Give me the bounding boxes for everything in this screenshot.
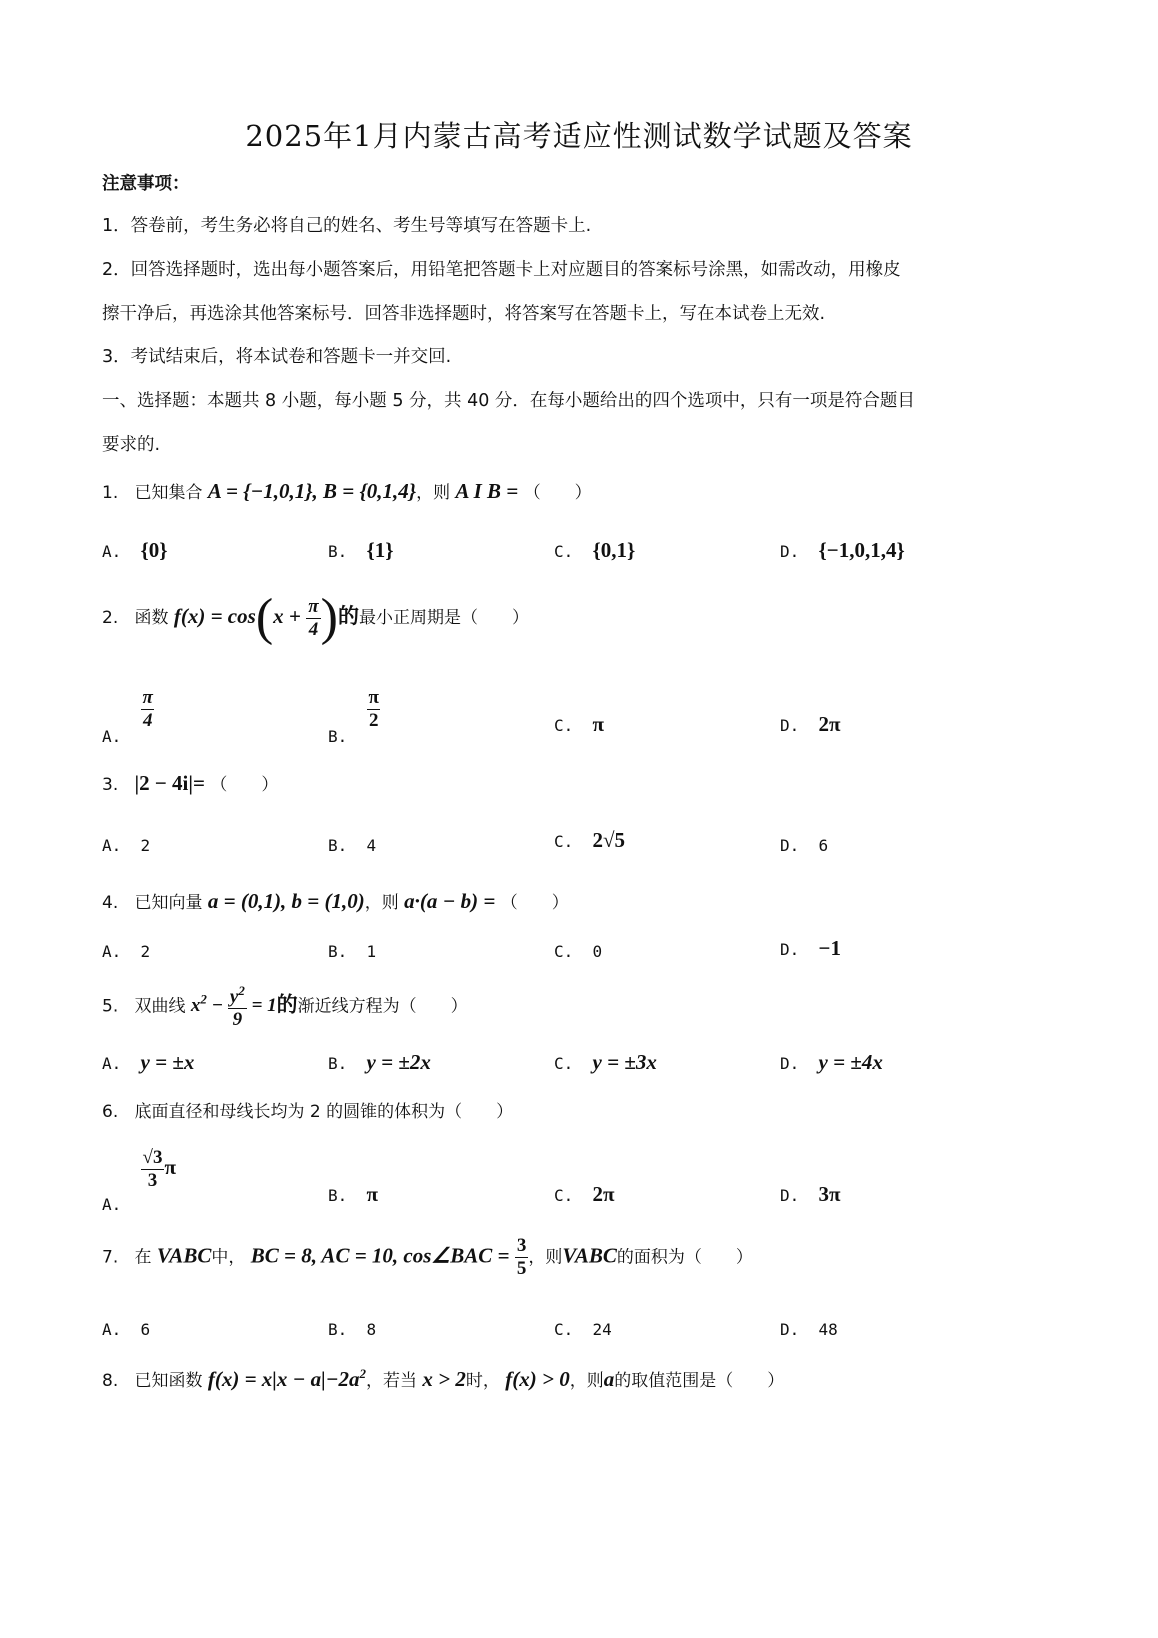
question-4: [102, 888, 569, 914]
question-number: 3.: [102, 775, 119, 795]
math-expression: A I B =: [455, 479, 519, 503]
option-value: 2: [140, 942, 151, 961]
option-c[interactable]: [554, 828, 625, 853]
option-value: π: [592, 712, 605, 736]
option-value: 2: [140, 836, 151, 855]
question-text: 双曲线: [134, 996, 186, 1017]
left-paren: (: [255, 589, 274, 646]
option-label: D.: [780, 940, 800, 959]
option-c[interactable]: [554, 1050, 657, 1075]
option-d[interactable]: [780, 712, 841, 737]
option-value: {1}: [366, 538, 394, 562]
question-text: 中，: [211, 1247, 246, 1268]
question-1: [102, 478, 592, 504]
option-value: y = ±2x: [366, 1050, 431, 1074]
question-number: 7.: [102, 1247, 119, 1268]
denominator: 4: [308, 618, 319, 640]
option-label: A.: [102, 1194, 122, 1214]
question-7: [102, 1236, 753, 1279]
fraction: [141, 688, 155, 731]
option-a[interactable]: [102, 1050, 194, 1075]
numerator: 3: [516, 1235, 527, 1256]
math-expression: [208, 1367, 366, 1391]
option-label: D.: [780, 1186, 800, 1205]
option-b[interactable]: [328, 538, 394, 563]
option-label: B.: [328, 1186, 348, 1205]
question-text: 在: [134, 1247, 152, 1268]
option-value: 6: [140, 1320, 151, 1339]
variable: y: [229, 986, 239, 1008]
option-a[interactable]: [102, 836, 150, 855]
numerator: [228, 984, 247, 1009]
option-value: 6: [818, 836, 829, 855]
option-b[interactable]: [328, 1050, 431, 1075]
question-text: ，则: [528, 1247, 563, 1268]
option-value: −1: [818, 936, 841, 960]
question-text: 的取值范围是（ ）: [614, 1371, 785, 1391]
math-expression: f(x) = cos: [173, 604, 256, 628]
math-expression: A = {−1,0,1}, B = {0,1,4}: [207, 479, 417, 503]
option-value: 2π: [818, 712, 841, 736]
option-a[interactable]: [102, 538, 168, 563]
option-value: 2π: [592, 1182, 615, 1206]
option-a[interactable]: [102, 1147, 176, 1214]
option-value: 2√5: [592, 828, 626, 852]
page-title: 2025年1月内蒙古高考适应性测试数学试题及答案: [245, 119, 913, 153]
option-label: A.: [102, 836, 122, 855]
question-number: 5.: [102, 996, 119, 1017]
option-c[interactable]: [554, 942, 602, 961]
fraction: [367, 688, 381, 731]
option-label: D.: [780, 542, 800, 561]
math-expression: x +: [273, 604, 301, 628]
equals: = 1: [251, 995, 277, 1017]
option-value: 3π: [818, 1182, 841, 1206]
option-label: A.: [102, 1320, 122, 1339]
option-label: B.: [328, 942, 348, 961]
question-text: 函数: [134, 608, 169, 628]
option-a[interactable]: [102, 1320, 150, 1339]
option-a[interactable]: [102, 687, 155, 746]
option-d[interactable]: [780, 1320, 838, 1339]
fraction: [515, 1236, 529, 1279]
option-d[interactable]: [780, 1182, 841, 1207]
numerator: π: [308, 595, 319, 617]
numerator: π: [368, 687, 379, 708]
option-label: B.: [328, 836, 348, 855]
option-value: {0,1}: [592, 538, 636, 562]
option-label: D.: [780, 1054, 800, 1073]
question-text: 渐近线方程为（ ）: [297, 996, 468, 1017]
question-text: 的: [276, 992, 298, 1017]
option-label: A.: [102, 726, 122, 746]
question-text: 最小正周期是（ ）: [358, 608, 529, 628]
numerator: π: [142, 687, 153, 708]
question-text: ，则: [416, 483, 451, 503]
question-2: [102, 589, 529, 646]
question-text: ，则: [364, 893, 399, 913]
question-number: 6.: [102, 1102, 119, 1122]
triangle-label: VABC: [156, 1243, 212, 1268]
option-value: y = ±3x: [592, 1050, 657, 1074]
question-text: ，若当: [366, 1371, 418, 1391]
note-item-2: 2．回答选择题时，选出每小题答案后，用铅笔把答题卡上对应题目的答案标号涂黑，如需改动，用橡皮: [102, 260, 901, 280]
note-item-2-cont: 擦干净后，再选涂其他答案标号．回答非选择题时，将答案写在答题卡上，写在本试卷上无效.: [102, 304, 826, 324]
option-d[interactable]: [780, 836, 828, 855]
question-text: 的面积为（ ）: [616, 1247, 753, 1268]
option-value: 1: [366, 942, 377, 961]
question-text: 时，: [465, 1371, 500, 1391]
option-label: A.: [102, 542, 122, 561]
option-c[interactable]: [554, 1320, 612, 1339]
option-value: y = ±4x: [818, 1050, 883, 1074]
option-value: 4: [366, 836, 377, 855]
option-c[interactable]: [554, 538, 635, 563]
question-8: [102, 1366, 784, 1392]
math-expression: f(x) > 0: [505, 1367, 570, 1391]
question-text: 已知向量: [134, 893, 203, 913]
math-expression: $x^2$ − $\frac{y^2}{9}$ = 1: [190, 983, 277, 1031]
option-label: B.: [328, 1320, 348, 1339]
denominator: 3: [147, 1169, 158, 1191]
section-heading: 一、选择题：本题共 8 小题，每小题 5 分，共 40 分．在每小题给出的四个选项中，只有一项是符合题目: [102, 391, 915, 411]
question-text: 底面直径和母线长均为 2 的圆锥的体积为（ ）: [134, 1102, 514, 1122]
option-label: C.: [554, 542, 574, 561]
question-text: ，则: [569, 1371, 604, 1391]
question-5: [102, 984, 468, 1030]
fraction: [306, 597, 320, 640]
math-expression: a·(a − b) =: [404, 889, 496, 913]
math-expression: a: [603, 1367, 615, 1391]
option-d[interactable]: [780, 1050, 883, 1075]
fraction: [141, 1148, 165, 1191]
denominator: 5: [516, 1257, 527, 1279]
math-expression: |2 − 4i|=: [134, 771, 205, 795]
option-value: y = ±x: [140, 1050, 195, 1074]
triangle-label: VABC: [562, 1243, 617, 1268]
option-label: C.: [554, 1054, 574, 1073]
option-value: 24: [592, 1320, 612, 1339]
question-text: 已知集合: [134, 483, 203, 503]
question-number: 2.: [102, 608, 119, 628]
option-label: C.: [554, 942, 574, 961]
option-b[interactable]: [328, 836, 376, 855]
denominator: 9: [232, 1009, 243, 1031]
option-value: π: [366, 1182, 379, 1206]
option-label: C.: [554, 716, 574, 735]
option-value: 48: [818, 1320, 838, 1339]
option-label: A.: [102, 1054, 122, 1073]
option-d[interactable]: [780, 538, 905, 563]
option-value: 0: [592, 942, 603, 961]
exponent: 2: [238, 983, 245, 998]
option-label: C.: [554, 832, 574, 851]
question-text: 的: [337, 604, 359, 628]
option-label: D.: [780, 716, 800, 735]
exponent: 2: [359, 1366, 367, 1381]
denominator: 4: [142, 709, 153, 731]
option-label: C.: [554, 1186, 574, 1205]
option-label: B.: [328, 1054, 348, 1073]
answer-blank: （ ）: [500, 893, 569, 913]
question-number: 1.: [102, 483, 119, 503]
math-expression: x > 2: [422, 1367, 466, 1391]
function-expression: f(x) = x|x − a|−2a: [207, 1367, 360, 1391]
option-label: D.: [780, 1320, 800, 1339]
question-number: 8.: [102, 1371, 119, 1391]
fraction: [228, 984, 247, 1030]
option-c[interactable]: [554, 1182, 615, 1207]
note-item-1: 1．答卷前，考生务必将自己的姓名、考生号等填写在答题卡上.: [102, 216, 592, 236]
answer-blank: （ ）: [523, 483, 592, 503]
numerator: √3: [142, 1147, 163, 1168]
option-value: 8: [366, 1320, 377, 1339]
math-expression: BC = 8, AC = 10, cos∠BAC =: [250, 1243, 510, 1268]
option-value: π: [164, 1154, 176, 1179]
question-6: [102, 1097, 513, 1122]
option-label: C.: [554, 1320, 574, 1339]
notes-heading: 注意事项：: [102, 174, 190, 194]
option-d[interactable]: [780, 936, 841, 961]
variable: x: [190, 995, 201, 1017]
option-value: {−1,0,1,4}: [818, 538, 905, 562]
math-expression: a = (0,1), b = (1,0): [207, 889, 365, 913]
option-b[interactable]: [328, 1320, 376, 1339]
answer-blank: （ ）: [210, 775, 279, 795]
option-label: D.: [780, 836, 800, 855]
section-heading-cont: 要求的.: [102, 435, 161, 455]
option-label: B.: [328, 542, 348, 561]
option-a[interactable]: [102, 942, 150, 961]
question-number: 4.: [102, 893, 119, 913]
option-value: {0}: [140, 538, 168, 562]
option-b[interactable]: [328, 687, 381, 746]
option-c[interactable]: [554, 712, 604, 737]
option-label: A.: [102, 942, 122, 961]
note-item-3: 3．考试结束后，将本试卷和答题卡一并交回.: [102, 347, 452, 367]
exponent: 2: [200, 992, 207, 1008]
question-3: [102, 770, 278, 796]
question-text: 已知函数: [134, 1371, 203, 1391]
option-b[interactable]: [328, 1182, 378, 1207]
option-label: B.: [328, 726, 348, 746]
right-paren: ): [320, 589, 338, 646]
option-b[interactable]: [328, 942, 376, 961]
denominator: 2: [368, 709, 379, 731]
